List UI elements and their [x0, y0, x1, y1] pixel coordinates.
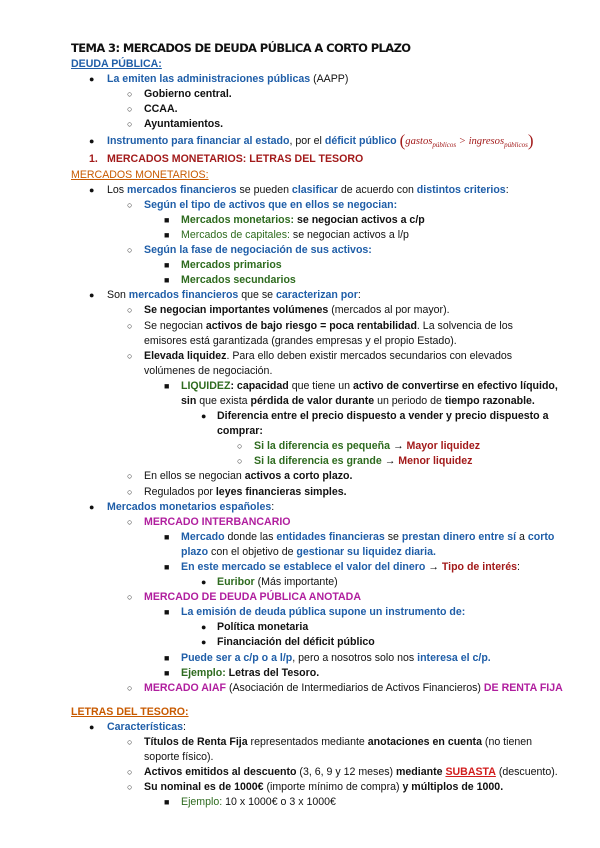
square-bullet-icon: ■	[164, 607, 170, 618]
formula-paren-close: )	[527, 131, 534, 151]
inter1-f: a	[516, 530, 528, 543]
square-bullet-icon: ■	[164, 797, 170, 808]
ej-b: Letras del Tesoro.	[225, 666, 320, 679]
liq-a: Elevada liquidez	[144, 349, 227, 362]
riesgo-b: activos de bajo riesgo = poca rentabilidad	[205, 319, 417, 332]
capitales-label: Mercados de capitales:	[181, 228, 290, 241]
deficit-publico-text: déficit público	[324, 135, 397, 148]
diferencia-item	[71, 409, 600, 424]
liqz-e: activo de convertirse en efectivo líquido,	[352, 379, 558, 392]
aiaf-item	[71, 681, 600, 696]
circle-bullet-icon: ○	[127, 305, 133, 316]
document-title: TEMA 3: MERCADOS DE DEUDA PÚBLICA A CORTO PLAZO	[71, 41, 411, 55]
disc-bullet-icon: ●	[201, 637, 207, 648]
diferencia-pequena	[71, 439, 600, 454]
cp-b: , pero a nosotros solo nos	[292, 651, 418, 664]
square-bullet-icon: ■	[164, 531, 170, 542]
vol-b: (mercados al por mayor).	[328, 304, 450, 317]
nom-a: Su nominal es de 1000€	[144, 781, 264, 794]
mercados-primarios	[71, 258, 600, 273]
clasificar-d: clasificar	[291, 183, 338, 196]
mercados-monetarios-item	[71, 213, 600, 228]
circle-bullet-icon: ○	[127, 471, 133, 482]
square-bullet-icon: ■	[164, 275, 170, 286]
mercados-secundarios	[71, 273, 600, 288]
riesgo-c: . La solvencia de los	[416, 319, 513, 332]
regulados-item	[71, 485, 600, 500]
aiaf-b: (Asociación de Intermediarios de Activos Financieros)	[226, 681, 484, 694]
nom-c: y múltiplos de 1000.	[402, 781, 504, 794]
liquidez-def	[71, 379, 600, 394]
primarios-text: Mercados primarios	[181, 259, 282, 272]
deuda-ccaa	[71, 102, 600, 117]
fase-text: Según la fase de negociación de sus activos:	[144, 244, 372, 257]
arrow-right-icon: →	[425, 561, 442, 573]
gra-c: Menor liquidez	[398, 455, 473, 468]
tit-e: soporte físico).	[144, 751, 214, 764]
nom-b: (importe mínimo de compra)	[263, 781, 403, 794]
letras-carac-a: Características	[107, 720, 183, 733]
liq-b: . Para ello deben existir mercados secundarios con elevados	[226, 349, 513, 362]
liquidez-item-cont	[71, 364, 600, 379]
circle-bullet-icon: ○	[127, 104, 133, 115]
euribor-a: Euribor	[217, 576, 255, 589]
inter2-c: Tipo de interés	[441, 561, 517, 573]
square-bullet-icon: ■	[164, 229, 170, 240]
disc-bullet-icon: ●	[89, 721, 95, 732]
section1-heading-text: MERCADOS MONETARIOS: LETRAS DEL TESORO	[107, 153, 364, 166]
disc-bullet-icon: ●	[201, 577, 207, 588]
disc-bullet-icon: ●	[89, 136, 95, 147]
letras-caracteristicas	[71, 720, 600, 735]
liqz-b: :	[230, 379, 237, 392]
caracterizan-line	[71, 288, 600, 303]
diferencia-item-cont	[71, 424, 600, 439]
ejm-a: Ejemplo:	[181, 796, 223, 809]
deuda-emiten-aapp: (AAPP)	[310, 73, 349, 86]
circle-bullet-icon: ○	[127, 682, 133, 693]
ayuntamientos-text: Ayuntamientos.	[144, 118, 224, 131]
riesgo-a: Se negocian	[144, 319, 206, 332]
interbancario-text: MERCADO INTERBANCARIO	[144, 515, 291, 528]
disc-bullet-icon: ●	[201, 622, 207, 633]
liqz-i: un periodo de	[374, 394, 445, 407]
financiacion-text: Financiación del déficit público	[217, 636, 375, 649]
deuda-gobierno	[71, 87, 600, 102]
secundarios-text: Mercados secundarios	[181, 274, 296, 287]
ej-a: Ejemplo:	[181, 666, 226, 679]
clasificar-a: Los	[107, 183, 128, 196]
ccaa-text: CCAA.	[144, 103, 178, 116]
inter1-i: con el objetivo de	[208, 545, 297, 558]
emision-text: La emisión de deuda pública supone un instrumento de:	[181, 606, 466, 619]
circle-bullet-icon: ○	[127, 516, 133, 527]
tit-c: anotaciones en cuenta	[367, 736, 482, 749]
tit-d: (no tienen	[481, 736, 533, 749]
valor-dinero	[71, 560, 600, 575]
nominal-item	[71, 780, 600, 795]
circle-bullet-icon: ○	[237, 456, 243, 467]
circle-bullet-icon: ○	[127, 320, 133, 331]
liqz-a: LIQUIDEZ	[181, 379, 231, 392]
circle-bullet-icon: ○	[127, 486, 133, 497]
liqz-h: pérdida de valor durante	[250, 394, 375, 407]
formula-sub-ingresos: públicos	[504, 141, 528, 150]
subasta-text: SUBASTA	[445, 766, 496, 779]
espanoles-heading	[71, 500, 600, 515]
cp-a: Puede ser a c/p o a l/p	[181, 651, 293, 664]
arrow-right-icon: →	[381, 455, 399, 468]
deuda-heading-text: DEUDA PÚBLICA:	[71, 58, 162, 70]
mercados-capitales-item	[71, 228, 600, 243]
formula-ingresos: ingresos	[468, 136, 505, 148]
instrumento-connector: , por el	[289, 135, 325, 148]
riesgo-item-cont	[71, 334, 600, 349]
desc-c: mediante	[396, 766, 446, 779]
liqz-c: capacidad	[236, 379, 289, 392]
dif-b: comprar:	[217, 425, 263, 438]
corto-b: activos a corto plazo.	[244, 470, 353, 483]
formula-gastos: gastos	[405, 136, 433, 148]
tipo-activos-text: Según el tipo de activos que en ellos se negocian:	[144, 198, 398, 211]
fase-negociacion	[71, 243, 600, 258]
square-bullet-icon: ■	[164, 667, 170, 678]
aiaf-c: DE RENTA FIJA	[483, 681, 563, 694]
inter1-a: Mercado	[181, 530, 225, 543]
inter1-b: donde las	[224, 530, 277, 543]
desc-b: (3, 6, 9 y 12 meses)	[296, 766, 396, 779]
liq-c: volúmenes de negociación.	[144, 364, 273, 377]
inter1-j: gestionar su liquidez diaria.	[296, 545, 436, 558]
politica-item	[71, 620, 600, 635]
carac-e: :	[357, 289, 361, 302]
liqz-g: que exista	[196, 394, 251, 407]
riesgo-d: emisores está garantizada (grandes empresas y el propio Estado).	[144, 334, 457, 347]
section-gap	[71, 696, 600, 705]
liqz-j: tiempo razonable.	[444, 394, 535, 407]
interbancario-def-cont	[71, 545, 600, 560]
aiaf-a: MERCADO AIAF	[144, 681, 226, 694]
deuda-emiten	[71, 72, 600, 87]
emision-item	[71, 605, 600, 620]
volumenes-item	[71, 303, 600, 318]
letras-heading	[71, 705, 600, 720]
cp-c: interesa el c/p.	[417, 651, 491, 664]
tit-b: representados mediante	[247, 736, 368, 749]
disc-bullet-icon: ●	[201, 411, 207, 422]
clasificar-line	[71, 183, 600, 198]
circle-bullet-icon: ○	[127, 782, 133, 793]
square-bullet-icon: ■	[164, 652, 170, 663]
circle-bullet-icon: ○	[127, 350, 133, 361]
circle-bullet-icon: ○	[127, 767, 133, 778]
clasificar-f: distintos criterios	[416, 183, 506, 196]
circle-bullet-icon: ○	[127, 245, 133, 256]
liquidez-def-cont	[71, 394, 600, 409]
vol-a: Se negocian importantes volúmenes	[144, 304, 329, 317]
monetarios-desc: se negocian activos a c/p	[294, 213, 425, 226]
formula-paren-open: (	[399, 131, 406, 151]
tipo-activos	[71, 198, 600, 213]
inter1-d: se	[384, 530, 402, 543]
ejemplo-nominal	[71, 795, 600, 810]
disc-bullet-icon: ●	[89, 184, 95, 195]
interbancario-def	[71, 530, 600, 545]
formula-gt: >	[456, 136, 469, 148]
tit-a: Títulos de Renta Fija	[144, 736, 248, 749]
ejm-b: 10 x 1000€ o 3 x 1000€	[222, 796, 336, 809]
interbancario-heading	[71, 515, 600, 530]
liqz-d: que tiene un	[288, 379, 353, 392]
clasificar-b: mercados financieros	[127, 183, 237, 196]
formula-sub-gastos: públicos	[432, 141, 457, 150]
letras-heading-text: LETRAS DEL TESORO:	[71, 705, 189, 718]
regul-a: Regulados por	[144, 485, 216, 498]
deficit-formula	[399, 131, 534, 151]
anotada-text: MERCADO DE DEUDA PÚBLICA ANOTADA	[144, 591, 361, 604]
deuda-emiten-text: La emiten las administraciones públicas	[107, 73, 311, 86]
clasificar-e: de acuerdo con	[337, 183, 417, 196]
titulos-item-cont	[71, 750, 600, 765]
deuda-ayuntamientos	[71, 117, 600, 132]
circle-bullet-icon: ○	[127, 199, 133, 210]
espanoles-heading-colon: :	[271, 500, 275, 513]
titulos-item	[71, 735, 600, 750]
letras-carac-b: :	[182, 720, 186, 733]
circle-bullet-icon: ○	[127, 89, 133, 100]
liquidez-item	[71, 349, 600, 364]
circle-bullet-icon: ○	[127, 737, 133, 748]
regul-b: leyes financieras simples.	[215, 485, 347, 498]
peq-c: Mayor liquidez	[406, 440, 481, 453]
disc-bullet-icon: ●	[89, 290, 95, 301]
instrumento-text: Instrumento para financiar al estado	[107, 135, 290, 148]
euribor-b: (Más importante)	[254, 576, 338, 589]
desc-a: Activos emitidos al descuento	[144, 766, 297, 779]
riesgo-item	[71, 319, 600, 334]
inter1-h: plazo	[181, 545, 209, 558]
carac-b: mercados financieros	[128, 289, 239, 302]
circle-bullet-icon: ○	[237, 441, 243, 452]
square-bullet-icon: ■	[164, 214, 170, 225]
monetarios-label: Mercados monetarios:	[181, 213, 295, 226]
financiacion-item	[71, 635, 600, 650]
inter2-d: :	[517, 561, 520, 573]
arrow-right-icon: →	[390, 440, 407, 453]
politica-text: Política monetaria	[217, 621, 309, 634]
carac-c: que se	[238, 289, 277, 302]
mercados-monetarios-heading	[71, 168, 600, 183]
carac-a: Son	[107, 289, 129, 302]
square-bullet-icon: ■	[164, 562, 170, 572]
corto-a: En ellos se negocian	[144, 470, 245, 483]
inter1-c: entidades financieras	[276, 530, 385, 543]
dif-a: Diferencia entre el precio dispuesto a vender y precio dispuesto a	[217, 410, 549, 423]
inter1-e: prestan dinero entre sí	[401, 530, 517, 543]
descuento-item	[71, 765, 600, 780]
capitales-desc: se negocian activos a l/p	[289, 228, 409, 241]
inter2-a: En este mercado se establece el valor del dinero	[181, 561, 426, 573]
corto-plazo-item	[71, 469, 600, 484]
disc-bullet-icon: ●	[89, 501, 95, 512]
circle-bullet-icon: ○	[127, 119, 133, 130]
desc-e: (descuento).	[495, 766, 558, 779]
clasificar-g: :	[505, 183, 509, 196]
liqz-f: sin	[181, 394, 197, 407]
deuda-heading	[71, 57, 600, 72]
disc-bullet-icon: ●	[89, 74, 95, 85]
anotada-heading	[71, 590, 600, 605]
section1-number: 1.	[89, 153, 98, 166]
circle-bullet-icon: ○	[127, 592, 133, 603]
carac-d: caracterizan por	[276, 289, 358, 302]
section1-heading	[71, 152, 600, 167]
gra-a: Si la diferencia es grande	[254, 455, 382, 468]
mercados-monetarios-heading-text: MERCADOS MONETARIOS:	[71, 168, 209, 181]
espanoles-heading-text: Mercados monetarios españoles	[107, 500, 272, 513]
ejemplo-letras	[71, 666, 600, 681]
inter1-g: corto	[527, 530, 555, 543]
gobierno-text: Gobierno central.	[144, 88, 232, 101]
square-bullet-icon: ■	[164, 380, 170, 391]
diferencia-grande	[71, 454, 600, 469]
peq-a: Si la diferencia es pequeña	[254, 440, 391, 453]
clasificar-c: se pueden	[236, 183, 292, 196]
cp-lp-item	[71, 651, 600, 666]
euribor-item	[71, 575, 600, 590]
deuda-instrumento	[71, 132, 600, 150]
square-bullet-icon: ■	[164, 260, 170, 271]
